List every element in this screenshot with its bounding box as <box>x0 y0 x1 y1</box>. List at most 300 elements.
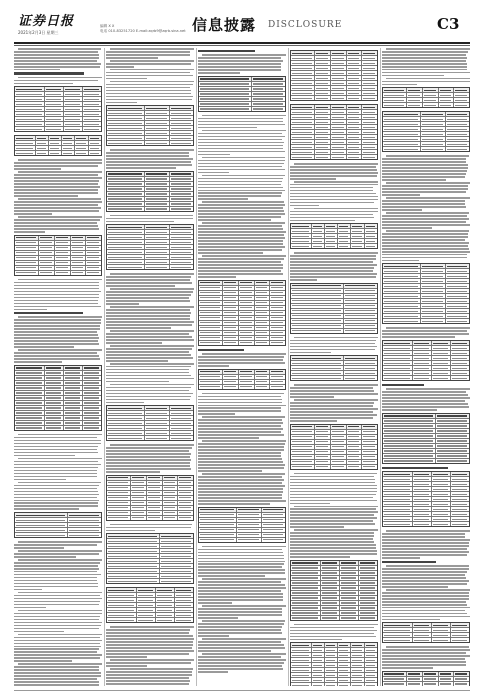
text-line <box>290 387 373 389</box>
table-cell <box>223 296 239 300</box>
text-line <box>198 190 285 192</box>
table-cell <box>454 93 469 97</box>
table-cell <box>15 421 45 425</box>
text-line <box>290 520 373 522</box>
table-cell <box>199 281 223 285</box>
text-line <box>202 653 286 655</box>
table-cell <box>107 250 145 254</box>
table-cell <box>145 111 169 115</box>
table-cell <box>413 628 432 632</box>
newspaper-logo: 证券日报 <box>18 14 75 29</box>
table-cell <box>55 261 71 265</box>
table-cell <box>321 581 340 585</box>
table-cell <box>421 299 445 303</box>
table-cell <box>156 613 175 617</box>
table-cell <box>383 638 413 642</box>
table-cell <box>199 528 237 532</box>
table-cell <box>83 406 101 410</box>
table-cell <box>312 239 325 243</box>
table-cell <box>147 486 163 490</box>
table-cell <box>383 633 413 637</box>
table-cell <box>45 426 64 430</box>
table-cell <box>325 239 338 243</box>
table-cell <box>15 376 45 380</box>
text-line <box>290 553 377 555</box>
table-cell <box>131 506 147 510</box>
text-line <box>106 468 191 470</box>
text-line <box>386 182 470 184</box>
text-line <box>14 461 98 463</box>
paragraph-heading <box>14 72 84 74</box>
table-cell <box>107 579 160 583</box>
table-cell <box>331 460 347 464</box>
table-cell <box>340 596 359 600</box>
text-line <box>386 197 470 199</box>
table-cell <box>170 136 193 140</box>
text-line <box>106 381 169 383</box>
text-line <box>382 658 465 660</box>
table-cell <box>451 512 469 516</box>
table-cell <box>107 177 145 181</box>
table-cell <box>291 96 315 100</box>
text-line <box>14 684 99 686</box>
table-cell <box>413 517 432 521</box>
text-line <box>198 425 281 427</box>
table-cell <box>64 366 83 370</box>
text-line <box>106 456 190 458</box>
table-cell <box>107 197 145 201</box>
text-line <box>198 240 283 242</box>
text-line <box>198 581 281 583</box>
table-cell <box>131 511 147 515</box>
text-line <box>382 57 467 59</box>
table-cell <box>291 244 312 248</box>
table-cell <box>347 76 363 80</box>
table-cell <box>64 122 83 126</box>
table-cell <box>107 225 145 229</box>
table-cell <box>338 653 351 657</box>
article-columns <box>14 48 470 686</box>
table-cell <box>347 450 363 454</box>
table-cell <box>362 115 377 119</box>
table-cell <box>432 371 451 375</box>
table-cell <box>362 425 377 429</box>
table-cell <box>55 266 71 270</box>
text-line <box>106 662 191 664</box>
table-cell <box>107 421 145 425</box>
table-cell <box>383 444 436 448</box>
table-cell <box>39 236 55 240</box>
table-cell <box>383 623 413 627</box>
text-line <box>382 248 469 250</box>
table-cell <box>178 511 193 515</box>
text-line <box>382 260 419 262</box>
table-cell <box>432 512 451 516</box>
text-line <box>198 584 285 586</box>
text-line <box>14 571 97 573</box>
table-cell <box>454 88 469 92</box>
table-cell <box>436 434 469 438</box>
table-cell <box>45 391 64 395</box>
text-line <box>14 186 100 188</box>
text-line <box>14 228 99 230</box>
table-row <box>199 538 285 542</box>
masthead-rule-thin <box>14 45 470 46</box>
table-cell <box>331 440 347 444</box>
text-line <box>14 583 98 585</box>
table-cell <box>270 370 285 374</box>
text-line <box>198 184 281 186</box>
table-cell <box>383 137 421 141</box>
table-cell <box>291 115 315 119</box>
table-cell <box>365 224 377 228</box>
table-cell <box>454 672 469 676</box>
table-cell <box>312 683 325 686</box>
table-cell <box>432 507 451 511</box>
text-line <box>14 328 100 330</box>
text-line <box>382 580 469 582</box>
text-line <box>106 650 194 652</box>
text-line <box>106 453 191 455</box>
text-line <box>382 161 466 163</box>
table-cell <box>383 351 413 355</box>
table-cell <box>239 321 255 325</box>
text-line <box>198 668 283 670</box>
text-line <box>198 626 282 628</box>
table-cell <box>252 87 285 91</box>
table-cell <box>147 481 163 485</box>
table-cell <box>432 346 451 350</box>
table-cell <box>423 672 439 676</box>
paragraph-heading <box>14 312 83 314</box>
table-cell <box>407 677 423 681</box>
table-cell <box>362 81 377 85</box>
table-cell <box>15 528 68 532</box>
table-cell <box>383 294 421 298</box>
table-cell <box>362 155 377 159</box>
table-cell <box>439 672 455 676</box>
text-line <box>382 330 467 332</box>
text-line <box>14 589 42 591</box>
text-line <box>14 616 100 618</box>
table-cell <box>407 103 423 107</box>
disclosure-table <box>198 507 286 543</box>
table-cell <box>107 549 160 553</box>
table-cell <box>347 435 363 439</box>
text-line <box>290 494 376 496</box>
text-line <box>18 48 101 50</box>
text-line <box>382 257 467 259</box>
table-cell <box>446 264 469 268</box>
text-line <box>106 72 190 74</box>
table-cell <box>131 516 147 520</box>
table-cell <box>83 122 101 126</box>
table-cell <box>291 356 344 360</box>
table-cell <box>39 266 55 270</box>
table-cell <box>423 677 439 681</box>
table-cell <box>15 127 45 131</box>
table-cell <box>160 539 193 543</box>
column-separator <box>380 48 381 686</box>
text-line <box>14 51 98 53</box>
table-cell <box>62 141 75 145</box>
table-cell <box>175 588 193 592</box>
text-line <box>382 601 466 603</box>
table-cell <box>321 586 340 590</box>
table-cell <box>107 486 131 490</box>
table-cell <box>344 309 377 313</box>
text-line <box>106 351 189 353</box>
text-line <box>198 243 283 245</box>
table-cell <box>270 296 285 300</box>
table-cell <box>107 539 160 543</box>
text-line <box>110 273 194 275</box>
table-cell <box>291 130 315 134</box>
table-cell <box>315 445 331 449</box>
table-cell <box>15 513 68 517</box>
table-cell <box>163 491 179 495</box>
text-line <box>382 84 417 86</box>
text-line <box>106 218 193 220</box>
table-cell <box>262 533 285 537</box>
table-cell <box>170 192 193 196</box>
text-line <box>14 352 97 354</box>
table-cell <box>291 658 312 662</box>
text-line <box>14 640 102 642</box>
table-cell <box>347 81 363 85</box>
table-cell <box>407 98 423 102</box>
table-cell <box>239 370 255 374</box>
text-line <box>382 236 468 238</box>
table-cell <box>359 596 377 600</box>
table-cell <box>432 633 451 637</box>
table-cell <box>199 321 223 325</box>
text-line <box>290 633 374 635</box>
text-line <box>382 54 466 56</box>
table-cell <box>39 246 55 250</box>
text-line <box>198 641 281 643</box>
table-cell <box>331 465 347 469</box>
text-line <box>290 196 378 198</box>
text-line <box>14 168 61 170</box>
table-cell <box>331 155 347 159</box>
table-cell <box>365 229 377 233</box>
table-cell <box>270 316 285 320</box>
table-cell <box>147 511 163 515</box>
text-line <box>290 205 319 207</box>
table-cell <box>147 516 163 520</box>
table-cell <box>255 341 271 345</box>
disclosure-table <box>198 369 286 390</box>
table-cell <box>83 381 101 385</box>
table-cell <box>147 476 163 480</box>
text-line <box>198 160 285 162</box>
disclosure-table <box>106 533 194 584</box>
table-cell <box>270 331 285 335</box>
table-cell <box>170 126 193 130</box>
table-cell <box>446 112 469 116</box>
table-cell <box>68 518 101 522</box>
text-line <box>14 577 97 579</box>
table-cell <box>407 93 423 97</box>
table-cell <box>331 120 347 124</box>
text-line <box>106 161 191 163</box>
table-cell <box>383 497 413 501</box>
text-line <box>106 155 189 157</box>
text-line <box>106 366 191 368</box>
table-cell <box>64 406 83 410</box>
table-cell <box>383 376 413 380</box>
table-cell <box>291 455 315 459</box>
text-line <box>110 444 194 446</box>
text-line <box>106 632 189 634</box>
text-line <box>106 279 190 281</box>
table-cell <box>413 502 432 506</box>
table-cell <box>338 673 351 677</box>
table-cell <box>344 329 377 333</box>
table-cell <box>131 501 147 505</box>
table-cell <box>156 603 175 607</box>
table-cell <box>145 116 169 120</box>
table-cell <box>347 150 363 154</box>
table-row <box>291 155 377 159</box>
table-cell <box>45 371 64 375</box>
text-line <box>198 72 240 74</box>
text-line <box>106 372 189 374</box>
text-line <box>14 207 101 209</box>
page-code: C3 <box>437 15 460 33</box>
table-cell <box>15 386 45 390</box>
table-cell <box>321 601 340 605</box>
column-separator <box>288 48 289 686</box>
text-line <box>202 175 285 177</box>
table-cell <box>331 150 347 154</box>
table-cell <box>163 496 179 500</box>
table-cell <box>223 316 239 320</box>
table-cell <box>351 673 364 677</box>
table-cell <box>451 366 469 370</box>
table-cell <box>291 445 315 449</box>
text-line <box>198 405 286 407</box>
text-line <box>106 369 189 371</box>
table-cell <box>45 376 64 380</box>
column-5 <box>382 48 470 686</box>
table-cell <box>145 136 169 140</box>
table-cell <box>145 126 169 130</box>
text-line <box>290 169 377 171</box>
text-line <box>14 446 98 448</box>
table-cell <box>446 284 469 288</box>
table-cell <box>83 411 101 415</box>
table-cell <box>145 230 169 234</box>
text-line <box>290 414 377 416</box>
text-line <box>18 610 102 612</box>
table-cell <box>291 561 321 565</box>
table-cell <box>86 236 101 240</box>
table-cell <box>64 401 83 405</box>
table-cell <box>270 341 285 345</box>
table-cell <box>83 87 101 91</box>
table-cell <box>383 429 436 433</box>
table-cell <box>49 146 62 150</box>
text-line <box>14 69 60 71</box>
table-cell <box>315 150 331 154</box>
table-cell <box>291 294 344 298</box>
table-cell <box>137 598 156 602</box>
text-line <box>14 631 64 633</box>
table-cell <box>255 370 271 374</box>
table-cell <box>223 341 239 345</box>
text-line <box>106 300 190 302</box>
table-cell <box>147 491 163 495</box>
table-cell <box>338 668 351 672</box>
text-line <box>14 440 101 442</box>
table-cell <box>291 361 344 365</box>
table-cell <box>291 329 344 333</box>
text-line <box>14 291 101 293</box>
text-line <box>14 473 97 475</box>
text-line <box>198 608 282 610</box>
table-cell <box>107 481 131 485</box>
text-line <box>106 683 189 685</box>
table-cell <box>331 125 347 129</box>
text-line <box>106 638 194 640</box>
table-cell <box>383 341 413 345</box>
text-line <box>198 485 285 487</box>
table-cell <box>255 326 271 330</box>
text-line <box>290 517 377 519</box>
table-cell <box>331 140 347 144</box>
table-row <box>15 127 101 131</box>
text-line <box>290 523 375 525</box>
text-line <box>382 610 465 612</box>
disclosure-table <box>14 235 102 276</box>
table-cell <box>383 132 421 136</box>
table-cell <box>107 608 137 612</box>
table-cell <box>107 411 145 415</box>
text-line <box>106 396 191 398</box>
table-cell <box>340 576 359 580</box>
table-cell <box>347 91 363 95</box>
table-cell <box>223 336 239 340</box>
table-cell <box>223 380 239 384</box>
text-line <box>106 164 192 166</box>
text-line <box>202 157 286 159</box>
text-line <box>110 149 194 151</box>
text-line <box>198 593 283 595</box>
table-cell <box>239 385 255 389</box>
table-cell <box>252 102 285 106</box>
table-cell <box>338 663 351 667</box>
table-cell <box>315 56 331 60</box>
text-line <box>202 54 286 56</box>
table-cell <box>338 683 351 686</box>
text-line <box>290 544 376 546</box>
table-cell <box>291 125 315 129</box>
table-cell <box>83 386 101 390</box>
table-row <box>383 319 469 323</box>
table-cell <box>15 141 36 145</box>
table-cell <box>237 528 261 532</box>
table-cell <box>252 97 285 101</box>
table-cell <box>439 682 455 686</box>
table-cell <box>383 628 413 632</box>
table-cell <box>446 299 469 303</box>
text-line <box>382 616 470 618</box>
table-cell <box>170 116 193 120</box>
table-cell <box>315 140 331 144</box>
table-cell <box>421 309 445 313</box>
